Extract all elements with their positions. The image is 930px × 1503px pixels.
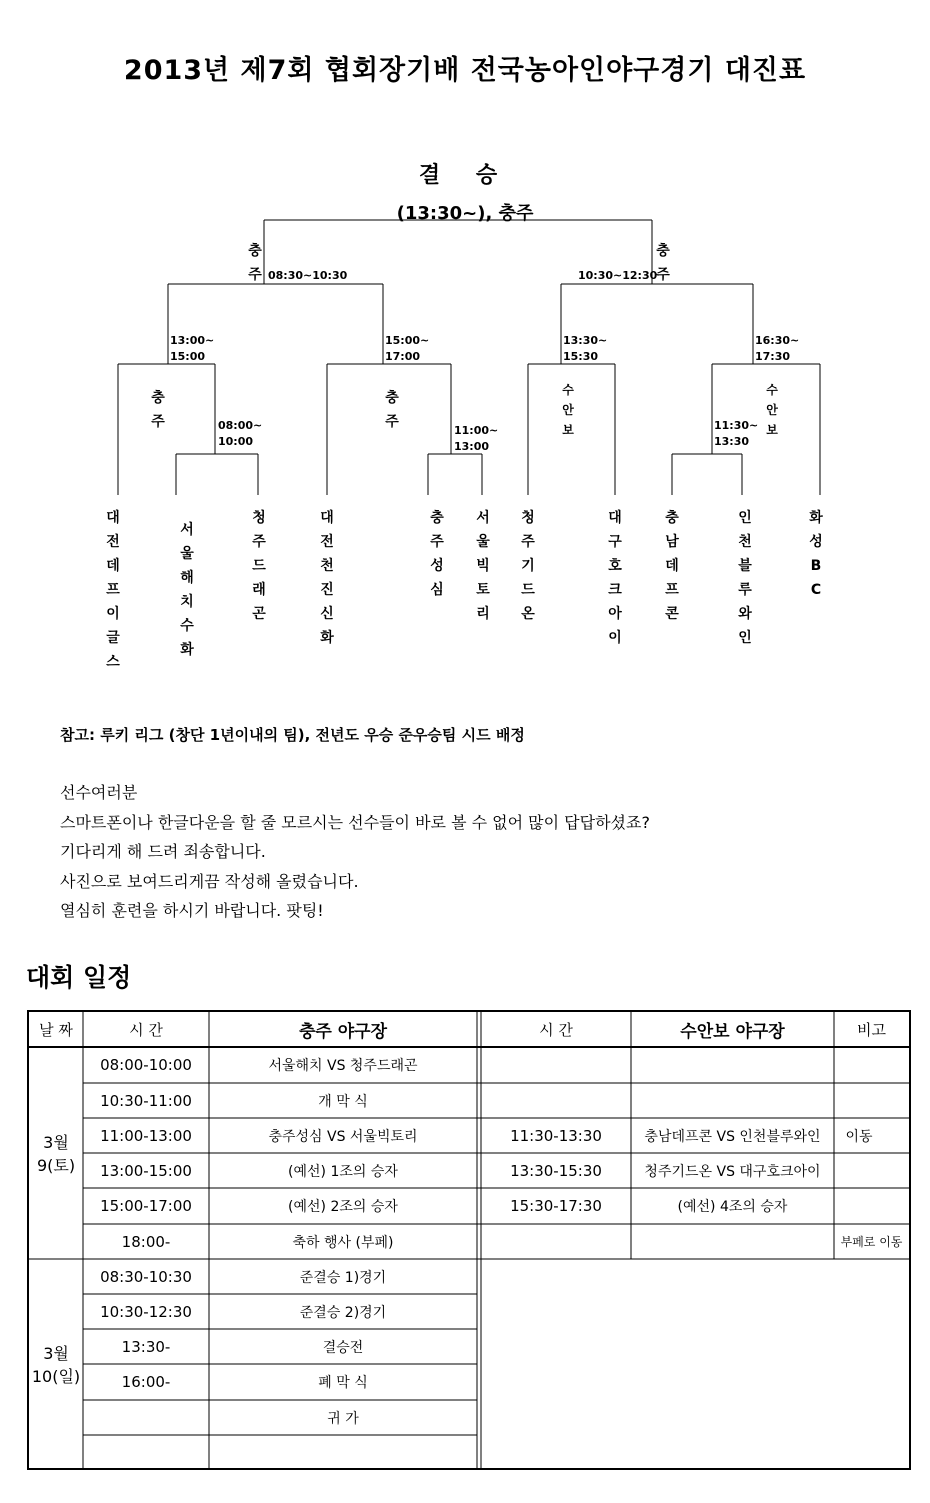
day2-time: 08:30-10:30 (100, 1267, 192, 1286)
day1-game: 축하 행사 (부페) (292, 1234, 394, 1251)
team-name: 대전데프이글스 (106, 510, 120, 670)
day2-time: 10:30-12:30 (100, 1302, 192, 1321)
r1-game1-time: 08:00~ 10:00 (218, 419, 263, 448)
day1-time-right: 15:30-17:30 (510, 1197, 602, 1215)
qf3-time: 13:30~ 15:30 (563, 334, 608, 363)
day1-time-right: 11:30-13:30 (510, 1126, 602, 1145)
day1-time: 11:00-13:00 (100, 1126, 192, 1145)
qf2-venue: 충주 (385, 390, 399, 430)
message-line: 선수여러분 (60, 783, 138, 802)
day1-game: 충주성심 VS 서울빅토리 (268, 1128, 418, 1145)
day1-game-right: 충남데프콘 VS 인천블루와인 (644, 1128, 821, 1145)
day1-game-right: (예선) 4조의 승자 (677, 1199, 788, 1215)
day2-game: 준결승 2)경기 (299, 1304, 387, 1321)
semi-right-time: 10:30~12:30 (578, 269, 658, 282)
day2-game: 준결승 1)경기 (299, 1269, 387, 1286)
header-date: 날 짜 (39, 1021, 73, 1039)
r1-game3-time: 11:30~ 13:30 (714, 419, 759, 448)
day1-game-right: 청주기드온 VS 대구호크아이 (644, 1163, 821, 1180)
qf3-venue: 수안보 (562, 383, 574, 437)
qf4-time: 16:30~ 17:30 (755, 334, 800, 363)
header-venue-right: 수안보 야구장 (680, 1022, 785, 1042)
team-name: 화성BC (809, 510, 823, 598)
semi-left-venue: 충주 (248, 243, 262, 283)
day1-time-right: 13:30-15:30 (510, 1161, 602, 1180)
team-name: 충주성심 (430, 510, 444, 598)
qf4-venue: 수안보 (766, 383, 778, 437)
message-line: 열심히 훈련을 하시기 바랍니다. 팟팅! (60, 901, 324, 920)
team-name: 청주드래곤 (252, 510, 266, 622)
semi-right-venue: 충주 (656, 243, 670, 283)
page-title: 2013년 제7회 협회장기배 전국농아인야구경기 대진표 (123, 55, 807, 86)
day1-time: 13:00-15:00 (100, 1161, 192, 1180)
team-name: 인천블루와인 (738, 510, 752, 646)
semi-left-time: 08:30~10:30 (268, 269, 348, 282)
day2-time (83, 1400, 209, 1435)
day1-time: 10:30-11:00 (100, 1091, 192, 1110)
final-info: (13:30~), 충주 (396, 203, 534, 224)
day1-game: 개 막 식 (318, 1093, 368, 1110)
header-venue-left: 충주 야구장 (298, 1022, 388, 1042)
day1-time: 18:00- (121, 1232, 171, 1251)
qf2-time: 15:00~ 17:00 (385, 334, 430, 363)
day2-game: 귀 가 (327, 1410, 359, 1427)
team-name: 서울해치수화 (180, 522, 194, 658)
team-name: 대전천진신화 (320, 510, 334, 646)
day1-note: 부페로 이동 (840, 1235, 903, 1249)
day1-game: (예선) 1조의 승자 (288, 1163, 398, 1180)
team-name: 충남데프콘 (665, 510, 679, 622)
header-time-left: 시 간 (129, 1021, 163, 1039)
day2-game: 결승전 (322, 1339, 364, 1356)
team-name: 대구호크아이 (608, 510, 622, 646)
day1-game: (예선) 2조의 승자 (288, 1199, 398, 1215)
schedule-title: 대회 일정 (26, 963, 132, 992)
day1-time: 08:00-10:00 (100, 1056, 192, 1074)
message-block (60, 778, 650, 926)
final-label: 결 승 (418, 163, 512, 188)
r1-game2-time: 11:00~ 13:00 (454, 424, 499, 453)
seed-note: 참고: 루키 리그 (창단 1년이내의 팀), 전년도 우승 준우승팀 시드 배정 (60, 726, 525, 744)
day2-time: 13:30- (121, 1337, 171, 1356)
message-line: 스마트폰이나 한글다운을 할 줄 모르시는 선수들이 바로 볼 수 없어 많이 답답하셨죠? (60, 812, 650, 832)
qf1-time: 13:00~ 15:00 (170, 334, 215, 363)
day1-time: 15:00-17:00 (100, 1197, 192, 1215)
day1-note: 이동 (845, 1128, 873, 1145)
qf1-venue: 충주 (151, 390, 165, 430)
day1-date: 3월 9(토) (36, 1133, 76, 1175)
day1-game: 서울해치 VS 청주드래곤 (268, 1058, 418, 1074)
header-note: 비고 (857, 1021, 886, 1039)
team-name: 서울빅토리 (476, 510, 490, 622)
day2-game: 폐 막 식 (318, 1375, 368, 1391)
team-name: 청주기드온 (521, 510, 535, 622)
message-line: 기다리게 해 드려 죄송합니다. (60, 842, 266, 861)
header-time-right: 시 간 (539, 1021, 573, 1039)
schedule-table (27, 1010, 911, 1470)
day2-date: 3월 10(일) (31, 1343, 81, 1386)
message-line: 사진으로 보여드리게끔 작성해 올렸습니다. (60, 871, 359, 891)
day2-time: 16:00- (121, 1373, 171, 1391)
